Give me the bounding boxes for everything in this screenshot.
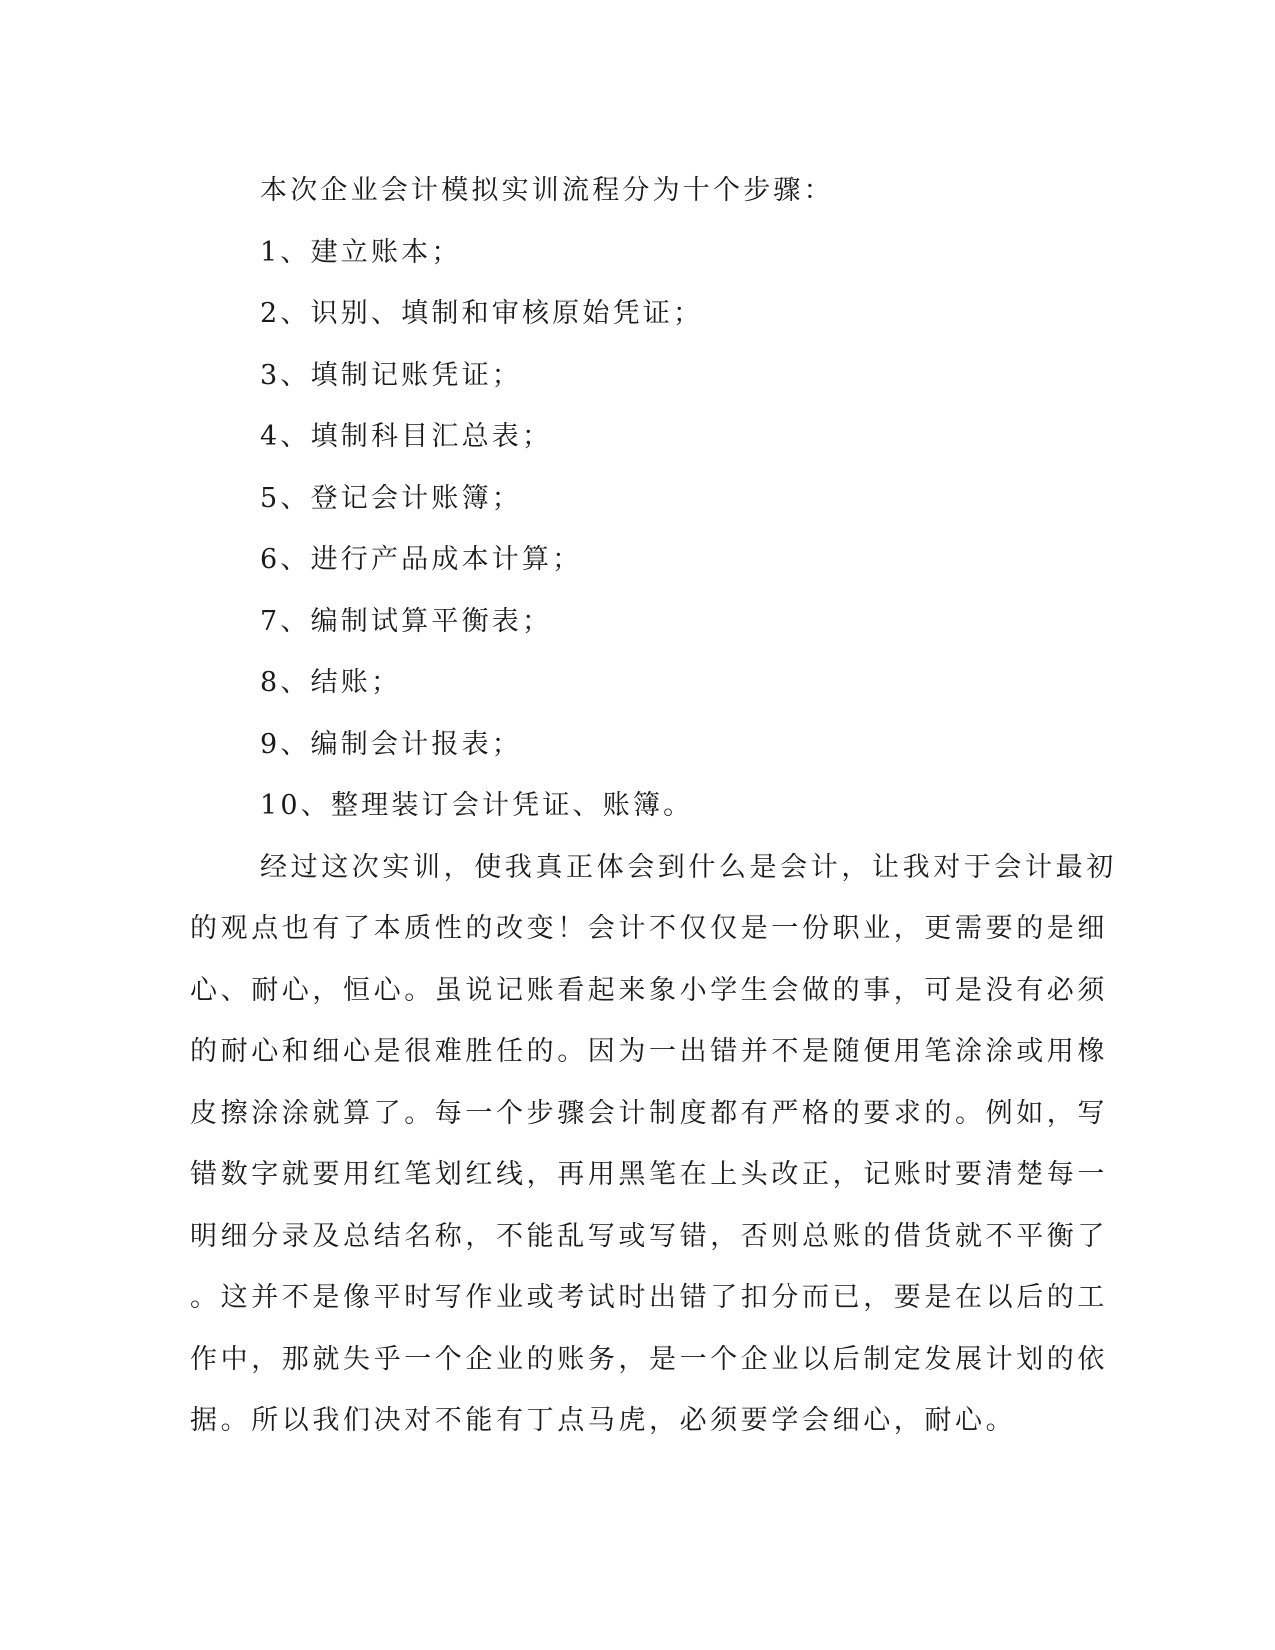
paragraph-line: 经过这次实训，使我真正体会到什么是会计，让我对于会计最初 xyxy=(260,851,1117,883)
step-item-6: 6、进行产品成本计算； xyxy=(260,544,583,575)
intro-line: 本次企业会计模拟实训流程分为十个步骤： xyxy=(260,175,834,206)
paragraph-line: 据。所以我们决对不能有丁点马虎，必须要学会细心，耐心。 xyxy=(190,1405,1017,1436)
step-item-9: 9、编制会计报表； xyxy=(260,728,522,760)
step-item-2: 2、识别、填制和审核原始凭证； xyxy=(260,298,704,329)
step-item-8: 8、结账； xyxy=(260,667,402,698)
step-item-10: 10、整理装订会计凭证、账簿。 xyxy=(260,790,694,821)
paragraph-line: 皮擦涂涂就算了。每一个步骤会计制度都有严格的要求的。例如，写 xyxy=(190,1097,1108,1129)
paragraph-line: 作中，那就失乎一个企业的账务，是一个企业以后制定发展计划的依 xyxy=(190,1343,1108,1375)
paragraph-line: 。这并不是像平时写作业或考试时出错了扣分而已，要是在以后的工 xyxy=(190,1282,1108,1313)
reflection-paragraph xyxy=(190,837,1117,1452)
paragraph-line: 明细分录及总结名称，不能乱写或写错，否则总账的借货就不平衡了 xyxy=(190,1220,1108,1252)
paragraph-line: 的观点也有了本质性的改变！会计不仅仅是一份职业，更需要的是细 xyxy=(190,913,1108,944)
document-body xyxy=(190,160,1117,1452)
paragraph-line: 心、耐心，恒心。虽说记账看起来象小学生会做的事，可是没有必须 xyxy=(190,974,1108,1006)
step-item-1: 1、建立账本； xyxy=(260,236,462,268)
step-item-7: 7、编制试算平衡表； xyxy=(260,605,553,637)
step-item-5: 5、登记会计账簿； xyxy=(260,482,522,514)
step-item-4: 4、填制科目汇总表； xyxy=(260,421,553,452)
step-item-3: 3、填制记账凭证； xyxy=(260,359,522,391)
paragraph-line: 错数字就要用红笔划红线，再用黑笔在上头改正，记账时要清楚每一 xyxy=(190,1159,1108,1190)
paragraph-line: 的耐心和细心是很难胜任的。因为一出错并不是随便用笔涂涂或用橡 xyxy=(190,1036,1108,1067)
